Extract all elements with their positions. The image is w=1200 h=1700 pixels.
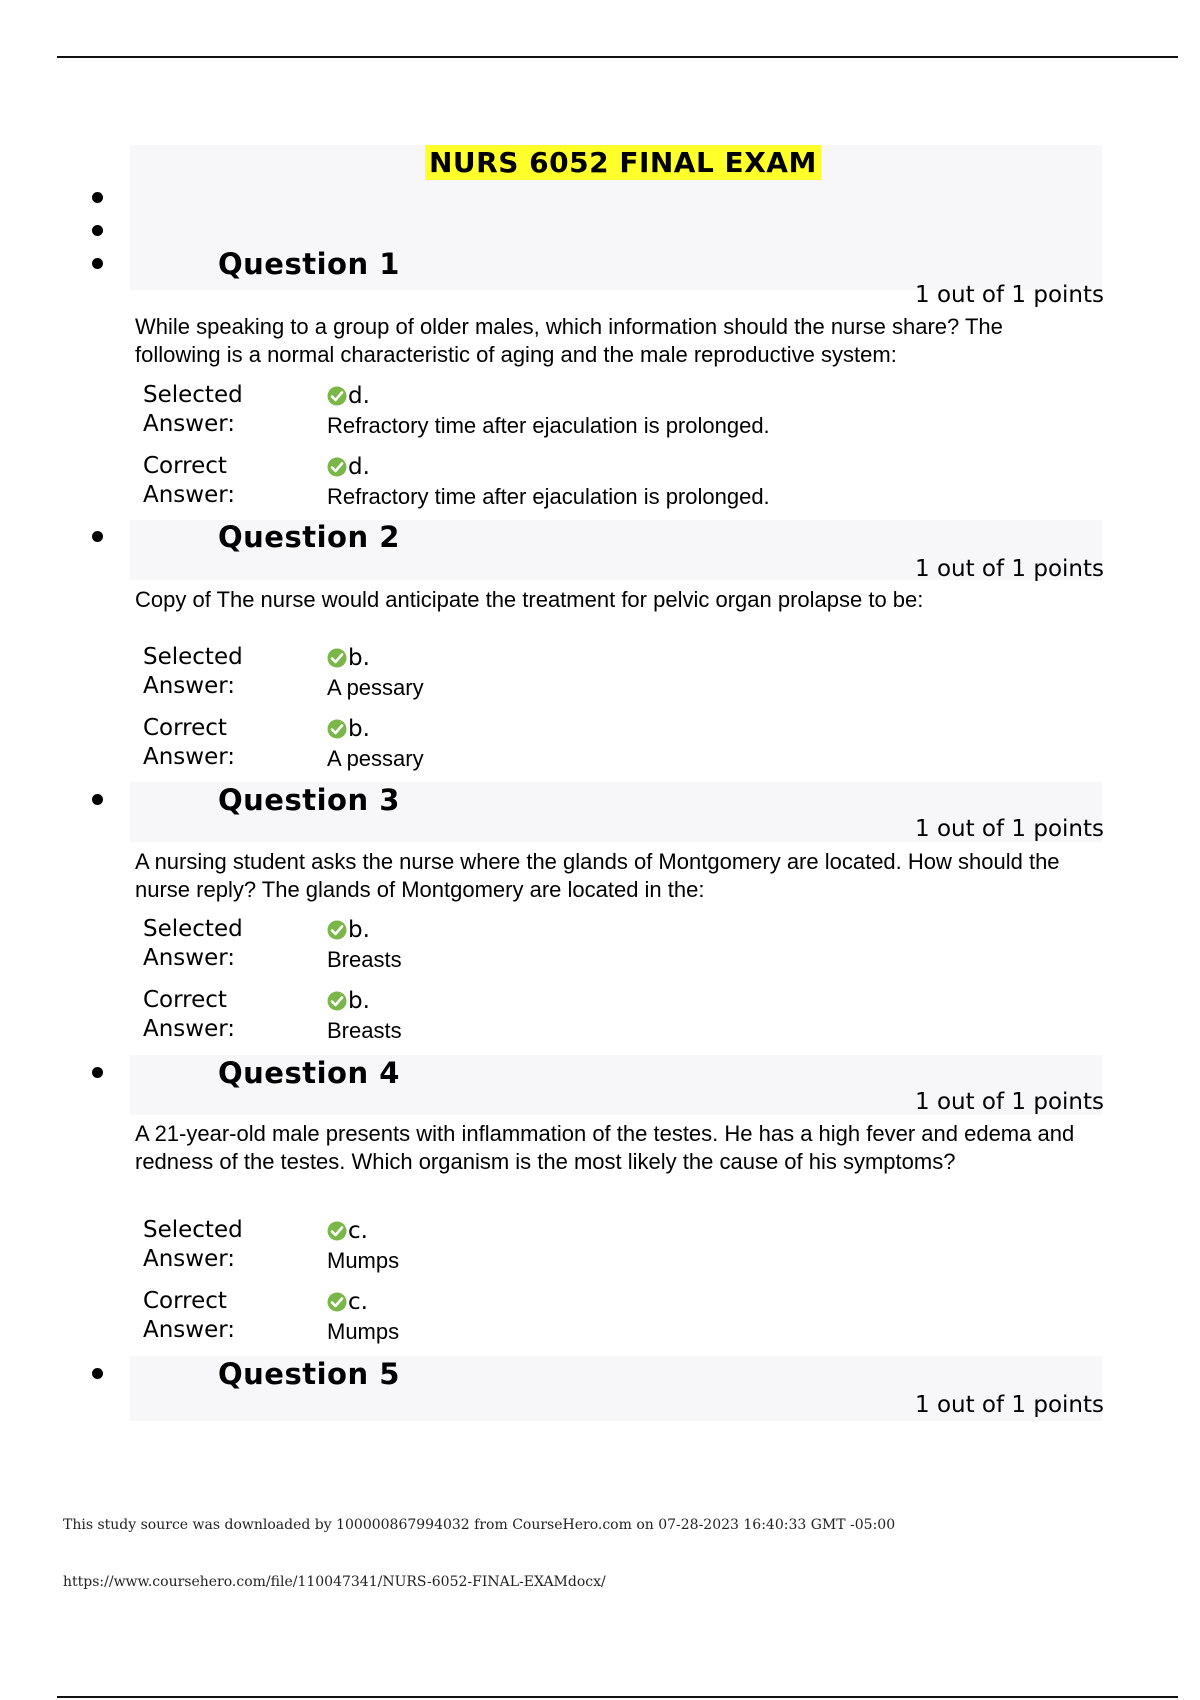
check-icon [327,457,347,477]
question-2-heading: Question 2 [218,520,400,554]
selected-answer-label: Selected Answer: [143,916,243,971]
selected-answer-label: Selected Answer: [143,382,243,437]
question-4-heading: Question 4 [218,1056,400,1090]
bottom-rule [57,1696,1178,1698]
check-icon [327,386,347,406]
question-1-heading: Question 1 [218,247,400,281]
question-5-heading: Question 5 [218,1357,400,1391]
top-rule [57,56,1178,58]
source-url[interactable]: https://www.coursehero.com/file/110047341/NURS-6052-FINAL-EXAMdocx/ [63,1574,606,1590]
question-3-score: 1 out of 1 points [915,816,1104,842]
check-icon [327,1292,347,1312]
correct-answer-label: Correct Answer: [143,715,236,770]
page-title: NURS 6052 FINAL EXAM [425,145,821,180]
list-bullet [92,1368,103,1379]
check-icon [327,1221,347,1241]
question-1-score: 1 out of 1 points [915,282,1104,308]
question-4-score: 1 out of 1 points [915,1089,1104,1115]
list-bullet [92,258,103,269]
check-icon [327,648,347,668]
correct-answer-label: Correct Answer: [143,987,236,1042]
check-icon [327,991,347,1011]
question-3-correct-answer: b. Breasts [327,988,402,1043]
check-icon [327,920,347,940]
correct-answer-label: Correct Answer: [143,1288,236,1343]
list-bullet [92,225,103,236]
list-bullet [92,794,103,805]
question-1-text: While speaking to a group of older males, which information should the nurse share? The following is a normal characteristic of aging and the male reproductive system: [135,314,1003,367]
list-bullet [92,192,103,203]
check-icon [327,719,347,739]
question-1-correct-answer: d. Refractory time after ejaculation is prolonged. [327,454,770,509]
question-1-selected-answer: d. Refractory time after ejaculation is prolonged. [327,383,770,438]
question-2-score: 1 out of 1 points [915,556,1104,582]
question-4-selected-answer: c. Mumps [327,1218,400,1273]
question-3-text: A nursing student asks the nurse where the glands of Montgomery are located. How should the nurse reply? The glands of Montgomery are located in the: [135,849,1060,902]
question-5-score: 1 out of 1 points [915,1392,1104,1418]
list-bullet [92,531,103,542]
question-2-text: Copy of The nurse would anticipate the treatment for pelvic organ prolapse to be: [135,587,924,612]
selected-answer-label: Selected Answer: [143,1217,243,1272]
question-4-text: A 21-year-old male presents with inflammation of the testes. He has a high fever and edema and redness of the testes. Which organism is the most likely the cause of his symptoms? [135,1121,1075,1174]
question-3-selected-answer: b. Breasts [327,917,402,972]
question-4-correct-answer: c. Mumps [327,1289,400,1344]
list-bullet [92,1067,103,1078]
correct-answer-label: Correct Answer: [143,453,236,508]
question-2-correct-answer: b. A pessary [327,716,424,771]
question-3-heading: Question 3 [218,783,400,817]
selected-answer-label: Selected Answer: [143,644,243,699]
question-2-selected-answer: b. A pessary [327,645,424,700]
download-source-note: This study source was downloaded by 100000867994032 from CourseHero.com on 07-28-2023 16:40:33 GMT -05:00 [63,1517,896,1533]
